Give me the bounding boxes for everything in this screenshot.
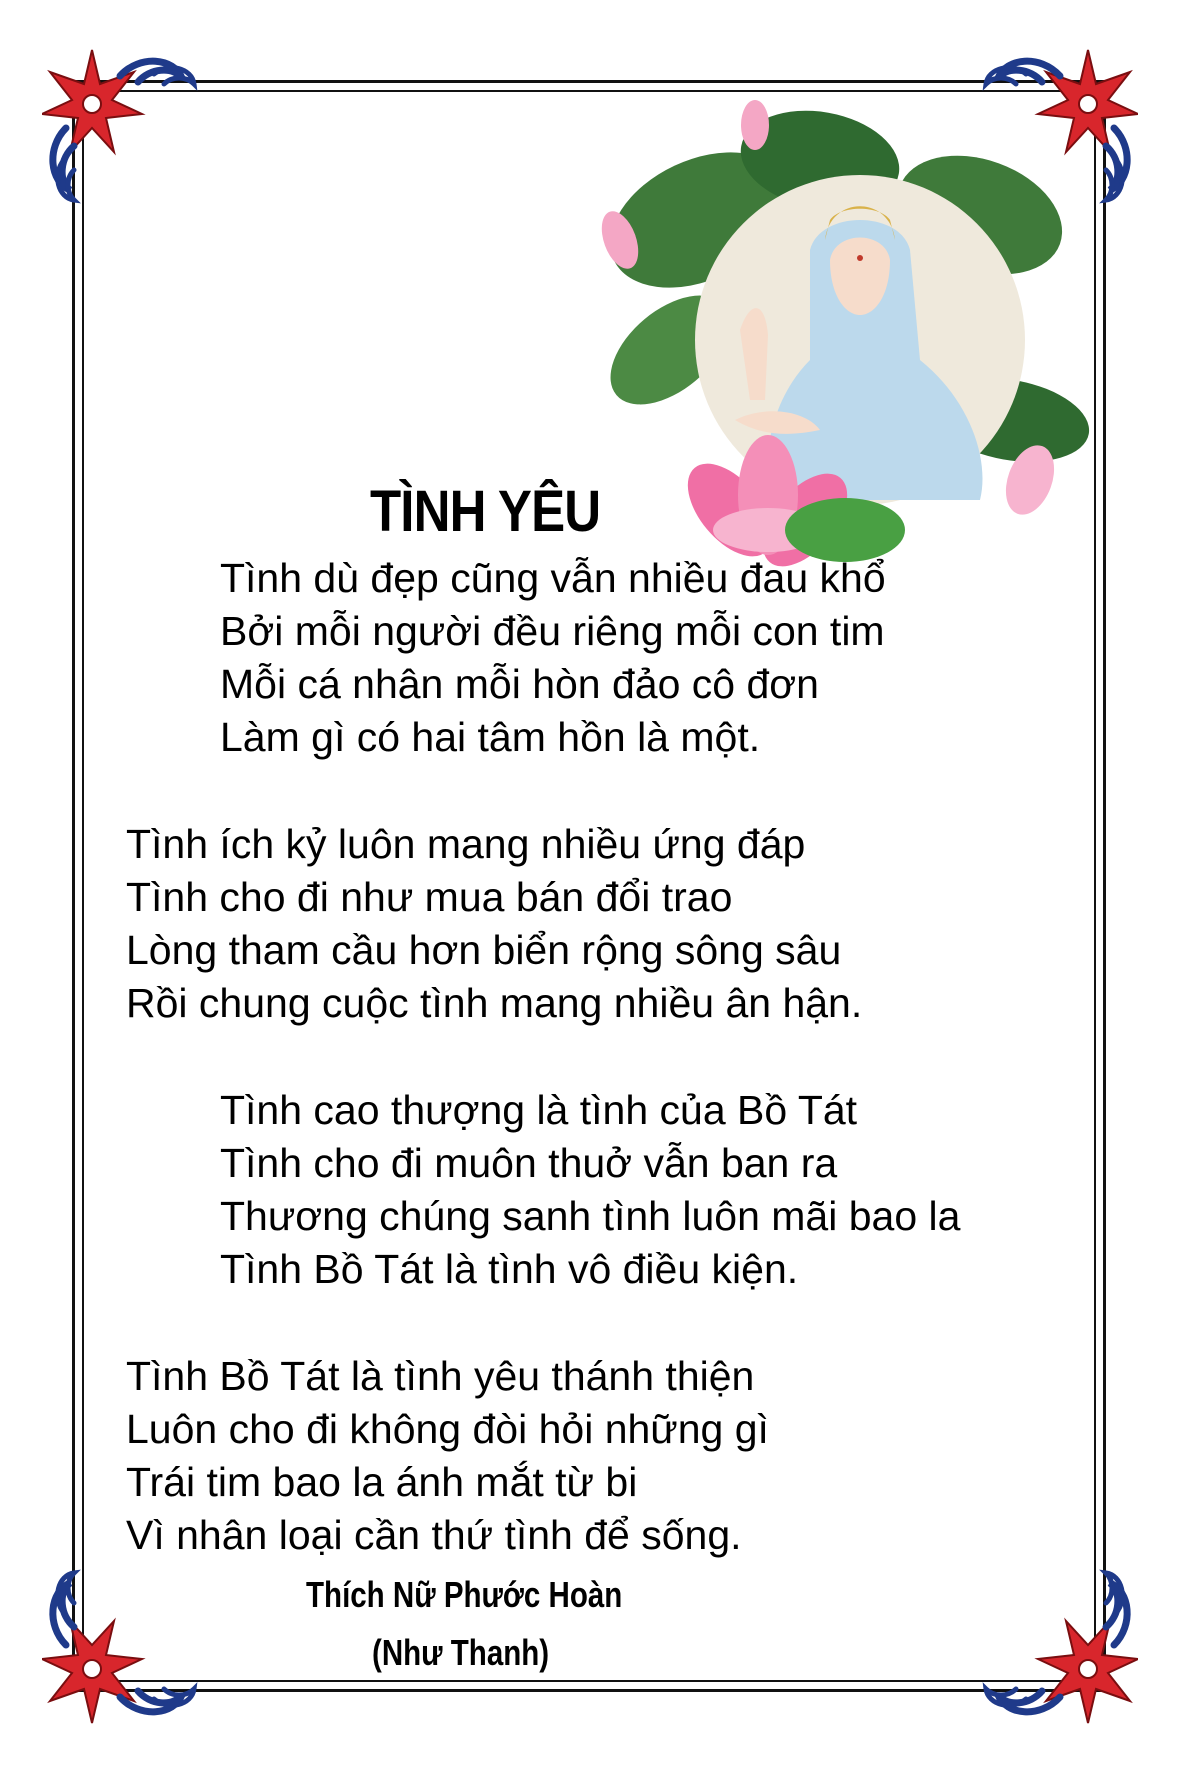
poem-line: Vì nhân loại cần thứ tình để sống. [126,1512,742,1558]
poem-line: Thương chúng sanh tình luôn mãi bao la [220,1193,961,1239]
poem-line: Tình cho đi muôn thuở vẫn ban ra [220,1140,838,1186]
poem-line: Mỗi cá nhân mỗi hòn đảo cô đơn [220,661,819,707]
stanza-2 [126,818,862,1030]
poem-line: Bởi mỗi người đều riêng mỗi con tim [220,608,885,654]
poem-line: Rồi chung cuộc tình mang nhiều ân hận. [126,980,863,1026]
poem-line: Tình ích kỷ luôn mang nhiều ứng đáp [126,821,806,867]
poem-title: TÌNH YÊU [370,479,601,544]
poem-line: Trái tim bao la ánh mắt từ bi [126,1459,638,1505]
poem-line: Tình cao thượng là tình của Bồ Tát [220,1087,858,1133]
corner-ornament-icon [968,1555,1138,1725]
poem-line: Tình Bồ Tát là tình yêu thánh thiện [126,1353,755,1399]
corner-ornament-icon [42,1555,212,1725]
stanza-4 [126,1350,769,1562]
author-name: Thích Nữ Phước Hoàn [306,1574,623,1615]
stanza-1 [220,552,886,764]
poem-line: Làm gì có hai tâm hồn là một. [220,714,761,760]
corner-ornament-icon [42,48,212,218]
poem-line: Tình Bồ Tát là tình vô điều kiện. [220,1246,799,1292]
author-pen-name: (Như Thanh) [372,1632,550,1673]
poem-line: Lòng tham cầu hơn biển rộng sông sâu [126,927,842,973]
poem-line: Tình cho đi như mua bán đổi trao [126,874,733,920]
bodhisattva-lotus-illustration [590,100,1090,570]
stanza-3 [220,1084,960,1296]
poem-line: Luôn cho đi không đòi hỏi những gì [126,1406,769,1452]
poem-line: Tình dù đẹp cũng vẫn nhiều đau khổ [220,555,886,601]
